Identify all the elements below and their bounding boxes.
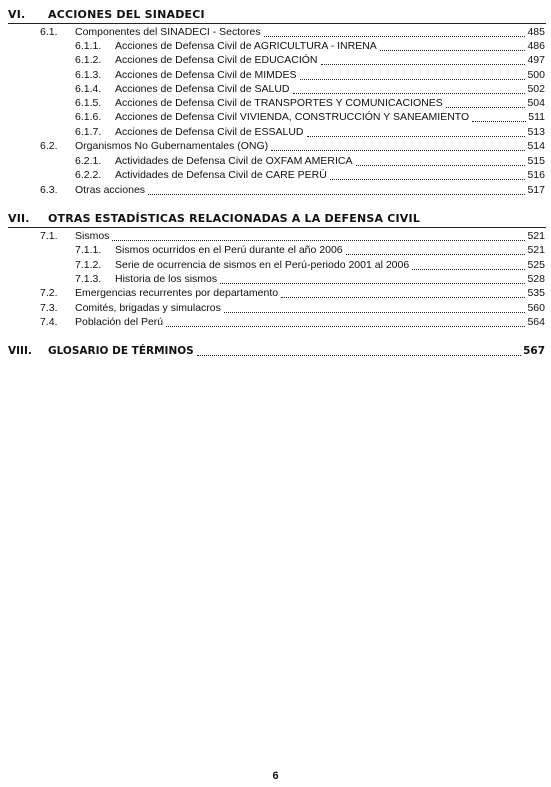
entry-number: 7.1.2.: [75, 259, 102, 271]
entry-title: Historia de los sismos: [115, 273, 218, 285]
toc-entry-7-1-1[interactable]: [75, 243, 545, 257]
dot-leader: [197, 347, 521, 356]
dot-leader: [271, 142, 525, 151]
entry-number: 7.2.: [40, 287, 58, 299]
entry-title: Acciones de Defensa Civil de MIMDES: [115, 69, 297, 81]
entry-title: Comités, brigadas y simulacros: [75, 302, 221, 314]
toc-entry-6-1-5[interactable]: [75, 96, 545, 110]
entry-number: 6.1.: [40, 26, 58, 38]
entry-number: 6.2.2.: [75, 169, 102, 181]
section-title: OTRAS ESTADÍSTICAS RELACIONADAS A LA DEFENSA CIVIL: [48, 212, 421, 225]
section-number: VI.: [8, 8, 26, 21]
entry-title: Componentes del SINADECI - Sectores: [75, 26, 261, 38]
section-rule: [8, 23, 546, 24]
entry-page: 513: [527, 126, 545, 138]
entry-title: Actividades de Defensa Civil de CARE PERÚ: [115, 169, 327, 181]
entry-number: 7.1.: [40, 230, 58, 242]
entry-page: 521: [527, 244, 545, 256]
dot-leader: [293, 85, 526, 94]
entry-page: 564: [527, 316, 545, 328]
entry-title: Acciones de Defensa Civil de TRANSPORTES Y COMUNICACIONES: [115, 97, 443, 109]
entry-page: 516: [527, 169, 545, 181]
entry-page: 560: [527, 302, 545, 314]
toc-entry-7-4[interactable]: [40, 315, 545, 329]
dot-leader: [330, 171, 526, 180]
toc-entry-6-1-7[interactable]: [75, 125, 545, 139]
entry-page: 525: [527, 259, 545, 271]
entry-number: 7.4.: [40, 316, 58, 328]
toc-entry-6-1-4[interactable]: [75, 82, 545, 96]
entry-number: 6.1.3.: [75, 69, 102, 81]
dot-leader: [300, 71, 526, 80]
toc-entry-6-1-1[interactable]: [75, 39, 545, 53]
toc-entry-6-3[interactable]: [40, 183, 545, 197]
dot-leader: [346, 246, 526, 255]
entry-number: 6.1.2.: [75, 54, 102, 66]
entry-page: 497: [527, 54, 545, 66]
entry-page: 514: [527, 140, 545, 152]
entry-number: 7.1.3.: [75, 273, 102, 285]
entry-page: 504: [527, 97, 545, 109]
entry-page: 511: [528, 111, 545, 123]
toc-entry-6-2-1[interactable]: [75, 154, 545, 168]
entry-title: Acciones de Defensa Civil VIVIENDA, CONSTRUCCIÓN Y SANEAMIENTO: [115, 111, 470, 123]
entry-number: 6.1.1.: [75, 40, 102, 52]
toc-entry-6-1[interactable]: [40, 25, 545, 39]
entry-title: Emergencias recurrentes por departamento: [75, 287, 279, 299]
entry-number: 7.3.: [40, 302, 58, 314]
entry-page: 567: [523, 345, 545, 357]
dot-leader: [281, 289, 525, 298]
toc-entry-6-1-6[interactable]: [75, 110, 545, 124]
entry-number: 6.1.5.: [75, 97, 102, 109]
dot-leader: [112, 232, 525, 241]
entry-number: 6.3.: [40, 184, 58, 196]
entry-number: 7.1.1.: [75, 244, 102, 256]
section-title: GLOSARIO DE TÉRMINOS: [48, 345, 194, 357]
dot-leader: [380, 42, 526, 51]
entry-page: 500: [527, 69, 545, 81]
entry-title: Población del Perú: [75, 316, 164, 328]
entry-title: Acciones de Defensa Civil de AGRICULTURA - INRENA: [115, 40, 377, 52]
section-heading-vii: [8, 212, 420, 225]
entry-title: Actividades de Defensa Civil de OXFAM AMERICA: [115, 155, 353, 167]
entry-page: 521: [527, 230, 545, 242]
entry-title: Serie de ocurrencia de sismos en el Perú-periodo 2001 al 2006: [115, 259, 410, 271]
entry-page: 485: [527, 26, 545, 38]
toc-entry-7-2[interactable]: [40, 286, 545, 300]
entry-page: 517: [527, 184, 545, 196]
section-heading-vi: [8, 8, 205, 21]
entry-number: 6.2.1.: [75, 155, 102, 167]
section-number: VIII.: [8, 345, 32, 357]
toc-entry-6-1-2[interactable]: [75, 53, 545, 67]
entry-page: 528: [527, 273, 545, 285]
section-title: ACCIONES DEL SINADECI: [48, 8, 205, 21]
entry-number: 6.2.: [40, 140, 58, 152]
dot-leader: [166, 318, 525, 327]
entry-title: Otras acciones: [75, 184, 146, 196]
dot-leader: [412, 261, 525, 270]
entry-title: Acciones de Defensa Civil de ESSALUD: [115, 126, 304, 138]
entry-title: Acciones de Defensa Civil de EDUCACIÓN: [115, 54, 318, 66]
toc-entry-6-2-2[interactable]: [75, 168, 545, 182]
entry-number: 6.1.6.: [75, 111, 102, 123]
entry-page: 535: [527, 287, 545, 299]
toc-entry-7-1-2[interactable]: [75, 258, 545, 272]
toc-entry-7-1[interactable]: [40, 229, 545, 243]
dot-leader: [224, 304, 526, 313]
dot-leader: [148, 186, 525, 195]
dot-leader: [472, 113, 526, 122]
entry-title: Sismos ocurridos en el Perú durante el año 2006: [115, 244, 343, 256]
dot-leader: [220, 275, 525, 284]
toc-entry-7-1-3[interactable]: [75, 272, 545, 286]
toc-entry-6-1-3[interactable]: [75, 68, 545, 82]
toc-entry-7-3[interactable]: [40, 301, 545, 315]
entry-title: Acciones de Defensa Civil de SALUD: [115, 83, 290, 95]
entry-number: 6.1.7.: [75, 126, 102, 138]
dot-leader: [321, 56, 526, 65]
entry-title: Organismos No Gubernamentales (ONG): [75, 140, 269, 152]
toc-entry-viii[interactable]: [8, 344, 545, 358]
dot-leader: [356, 157, 526, 166]
entry-title: Sismos: [75, 230, 110, 242]
page-number: 6: [272, 770, 279, 782]
dot-leader: [307, 128, 526, 137]
dot-leader: [264, 28, 526, 37]
entry-page: 515: [527, 155, 545, 167]
entry-number: 6.1.4.: [75, 83, 102, 95]
entry-page: 486: [527, 40, 545, 52]
section-rule: [8, 227, 546, 228]
entry-page: 502: [527, 83, 545, 95]
toc-entry-6-2[interactable]: [40, 139, 545, 153]
dot-leader: [446, 99, 526, 108]
section-number: VII.: [8, 212, 30, 225]
